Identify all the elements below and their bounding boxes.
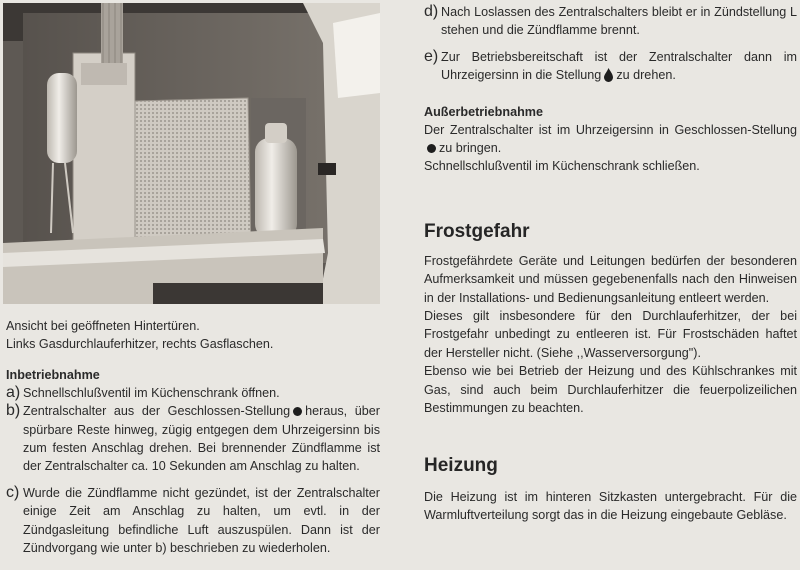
item-text: Wurde die Zündflamme nicht gezündet, ist der Zentralschalter einige Zeit am Anschlag zu halten, um evtl. in der Zündgasleitung befindliche Luft auszuspülen. Dann ist der Zündvorgang wie unter b) beschrieben zu wiederholen. bbox=[23, 485, 380, 556]
item-label: b) bbox=[6, 402, 21, 420]
heading-heizung: Heizung bbox=[424, 454, 498, 476]
list-item-e bbox=[424, 48, 797, 85]
left-column bbox=[6, 317, 380, 557]
item-label: e) bbox=[424, 47, 439, 65]
closed-position-dot-icon bbox=[293, 407, 302, 416]
heading-inbetriebnahme: Inbetriebnahme bbox=[6, 367, 100, 382]
flame-icon bbox=[604, 68, 613, 82]
frostgefahr-para1: Frostgefährdete Geräte und Leitungen bedürfen der besonderen Aufmerksamkeit und müssen gegebenenfalls nach den Hinweisen in der Installations- und Bedienungsanleitung entleert werden. bbox=[424, 253, 797, 305]
ausserbetriebnahme-valve-text: Schnellschlußventil im Küchenschrank schließen. bbox=[424, 159, 700, 174]
item-text: Zentralschalter aus der Geschlossen-Stellung heraus, über spürbare Reste hinweg, zügig entgegen dem Uhrzeigersinn bis zum festen Anschlag drehen. Bei brennender Zündflamme ist der Zentralschalter ca. 10 Sekunden am Anschlag zu halten. bbox=[23, 404, 380, 474]
frostgefahr-para3: Ebenso wie bei Betrieb der Heizung und des Kühlschrankes mit Gas, sind auch beim Durchlauferhitzer die feuerpolizeilichen Bestimmungen zu beachten. bbox=[424, 364, 797, 416]
photo-rear-compartment bbox=[3, 3, 380, 304]
item-text: Zur Betriebsbereitschaft ist der Zentralschalter dann im Uhrzeigersinn in die Stellung zu drehen. bbox=[441, 49, 797, 83]
ausserbetriebnahme-text: Der Zentralschalter ist im Uhrzeigersinn in Geschlossen-Stellungzu bringen. bbox=[424, 122, 797, 156]
list-item-d bbox=[424, 3, 797, 40]
item-label: d) bbox=[424, 3, 439, 20]
heading-frostgefahr: Frostgefahr bbox=[424, 220, 530, 242]
photo-caption-line1: Ansicht bei geöffneten Hintertüren. bbox=[6, 319, 200, 333]
closed-position-dot-icon bbox=[427, 144, 436, 153]
rear-compartment-illustration bbox=[3, 3, 380, 304]
item-text: Schnellschlußventil im Küchenschrank öffnen. bbox=[23, 385, 280, 400]
item-text: Nach Loslassen des Zentralschalters bleibt er in Zündstellung L stehen und die Zündflamme brennt. bbox=[441, 5, 797, 38]
heizung-para1: Die Heizung ist im hinteren Sitzkasten untergebracht. Für die Warmluftverteilung sorgt das in die Heizung eingebaute Gebläse. bbox=[424, 489, 797, 522]
photo-caption-line2: Links Gasdurchlauferhitzer, rechts Gasflaschen. bbox=[6, 337, 274, 352]
item-label: a) bbox=[6, 383, 21, 401]
frostgefahr-para2: Dieses gilt insbesondere für den Durchlauferhitzer, der bei Frostgefahr unbedingt zu entleeren ist. Für Frostschäden haftet der Hersteller nicht. (Siehe ,,Wasserversorgung"). bbox=[424, 309, 797, 360]
list-item-b bbox=[6, 402, 380, 476]
list-item-c bbox=[6, 484, 380, 558]
item-label: c) bbox=[6, 483, 20, 501]
right-column bbox=[424, 3, 797, 524]
heading-ausserbetriebnahme: Außerbetriebnahme bbox=[424, 104, 543, 119]
list-item-a bbox=[6, 384, 380, 402]
